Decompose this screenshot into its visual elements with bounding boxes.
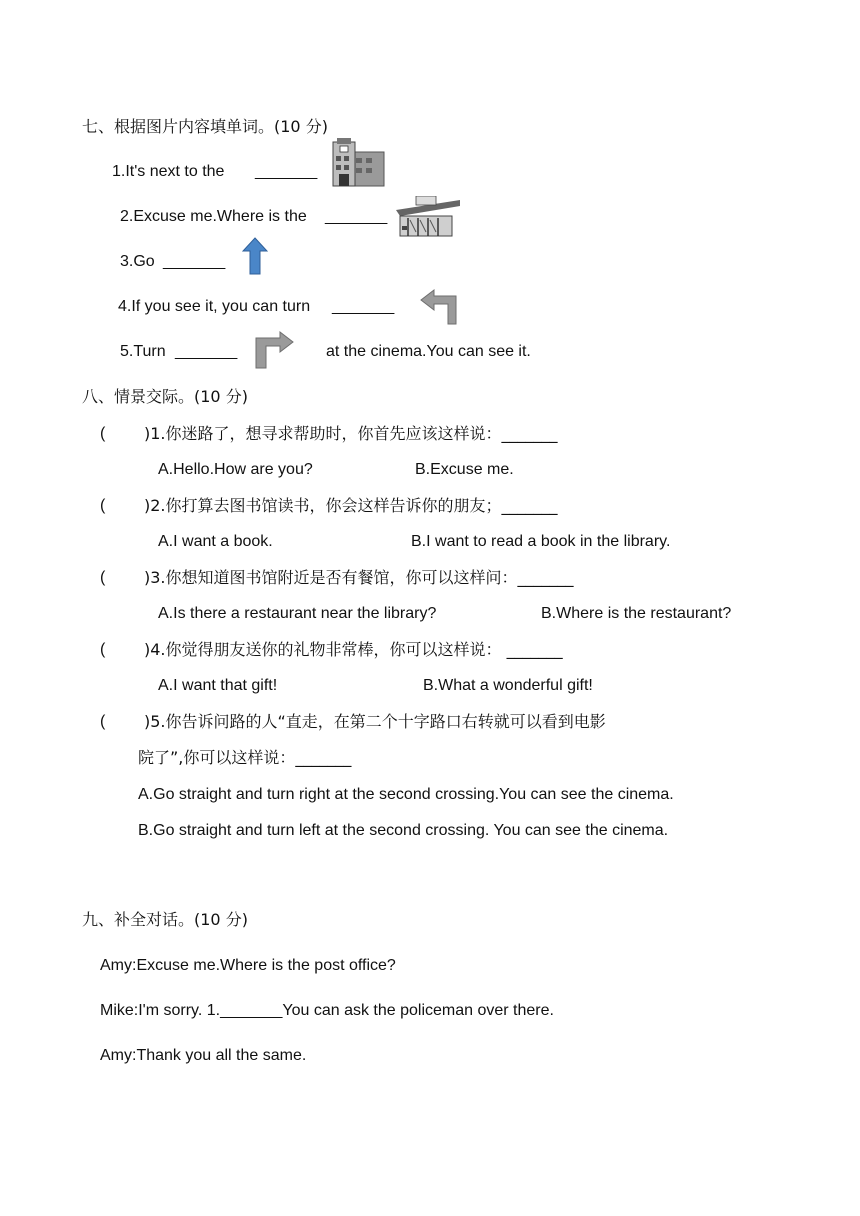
q8-4-stem: )4.你觉得朋友送你的礼物非常棒，你可以这样说： _______ xyxy=(144,640,563,659)
q8-3-option-b: B.Where is the restaurant? xyxy=(541,605,732,622)
arrow-up-icon xyxy=(242,237,268,275)
q8-5-stem-continued: 院了”,你可以这样说：_______ xyxy=(138,748,352,767)
q7-5-blank: _______ xyxy=(175,343,238,360)
q8-5-option-b: B.Go straight and turn left at the second crossing. You can see the cinema. xyxy=(138,822,669,839)
q8-5-paren: ( xyxy=(100,713,106,730)
turn-left-arrow-icon xyxy=(420,288,460,326)
q8-3-option-a: A.Is there a restaurant near the library? xyxy=(158,605,437,622)
dialogue-line-1: Amy:Excuse me.Where is the post office? xyxy=(100,957,396,974)
q7-4-text: 4.If you see it, you can turn xyxy=(118,298,311,315)
q7-3-blank: _______ xyxy=(163,253,226,270)
section-8-heading: 八、情景交际。(10 分) xyxy=(82,387,248,406)
q8-3-stem: )3.你想知道图书馆附近是否有餐馆，你可以这样问：_______ xyxy=(144,568,574,587)
q7-5-after: at the cinema.You can see it. xyxy=(326,343,531,360)
q7-2-blank: _______ xyxy=(325,208,388,225)
section-9-heading: 九、补全对话。(10 分) xyxy=(82,910,248,929)
q7-1-blank: _______ xyxy=(255,163,318,180)
q7-2-text: 2.Excuse me.Where is the xyxy=(120,208,307,225)
q8-4-option-b: B.What a wonderful gift! xyxy=(423,677,593,694)
dialogue-line-2: Mike:I'm sorry. 1._______You can ask the policeman over there. xyxy=(100,1002,554,1019)
q8-1-option-a: A.Hello.How are you? xyxy=(158,461,313,478)
q8-3-paren: ( xyxy=(100,569,106,586)
q8-4-paren: ( xyxy=(100,641,106,658)
q8-5-stem: )5.你告诉问路的人“直走，在第二个十字路口右转就可以看到电影 xyxy=(144,712,606,731)
q7-3-text: 3.Go xyxy=(120,253,155,270)
q7-4-blank: _______ xyxy=(332,298,395,315)
q8-2-option-a: A.I want a book. xyxy=(158,533,273,550)
section-7-heading: 七、根据图片内容填单词。(10 分) xyxy=(82,117,328,136)
q8-5-option-a: A.Go straight and turn right at the second crossing.You can see the cinema. xyxy=(138,786,674,803)
q8-2-paren: ( xyxy=(100,497,106,514)
q8-1-paren: ( xyxy=(100,425,106,442)
q8-4-option-a: A.I want that gift! xyxy=(158,677,278,694)
q8-2-stem: )2.你打算去图书馆读书，你会这样告诉你的朋友；_______ xyxy=(144,496,558,515)
q7-5-text: 5.Turn xyxy=(120,343,166,360)
q7-1-text: 1.It's next to the xyxy=(112,163,225,180)
q8-1-option-b: B.Excuse me. xyxy=(415,461,514,478)
library-building-icon xyxy=(394,196,462,238)
hospital-building-icon xyxy=(330,138,386,188)
turn-right-arrow-icon xyxy=(252,330,294,370)
dialogue-line-3: Amy:Thank you all the same. xyxy=(100,1047,307,1064)
q8-1-stem: )1.你迷路了，想寻求帮助时，你首先应该这样说：_______ xyxy=(144,424,558,443)
q8-2-option-b: B.I want to read a book in the library. xyxy=(411,533,671,550)
